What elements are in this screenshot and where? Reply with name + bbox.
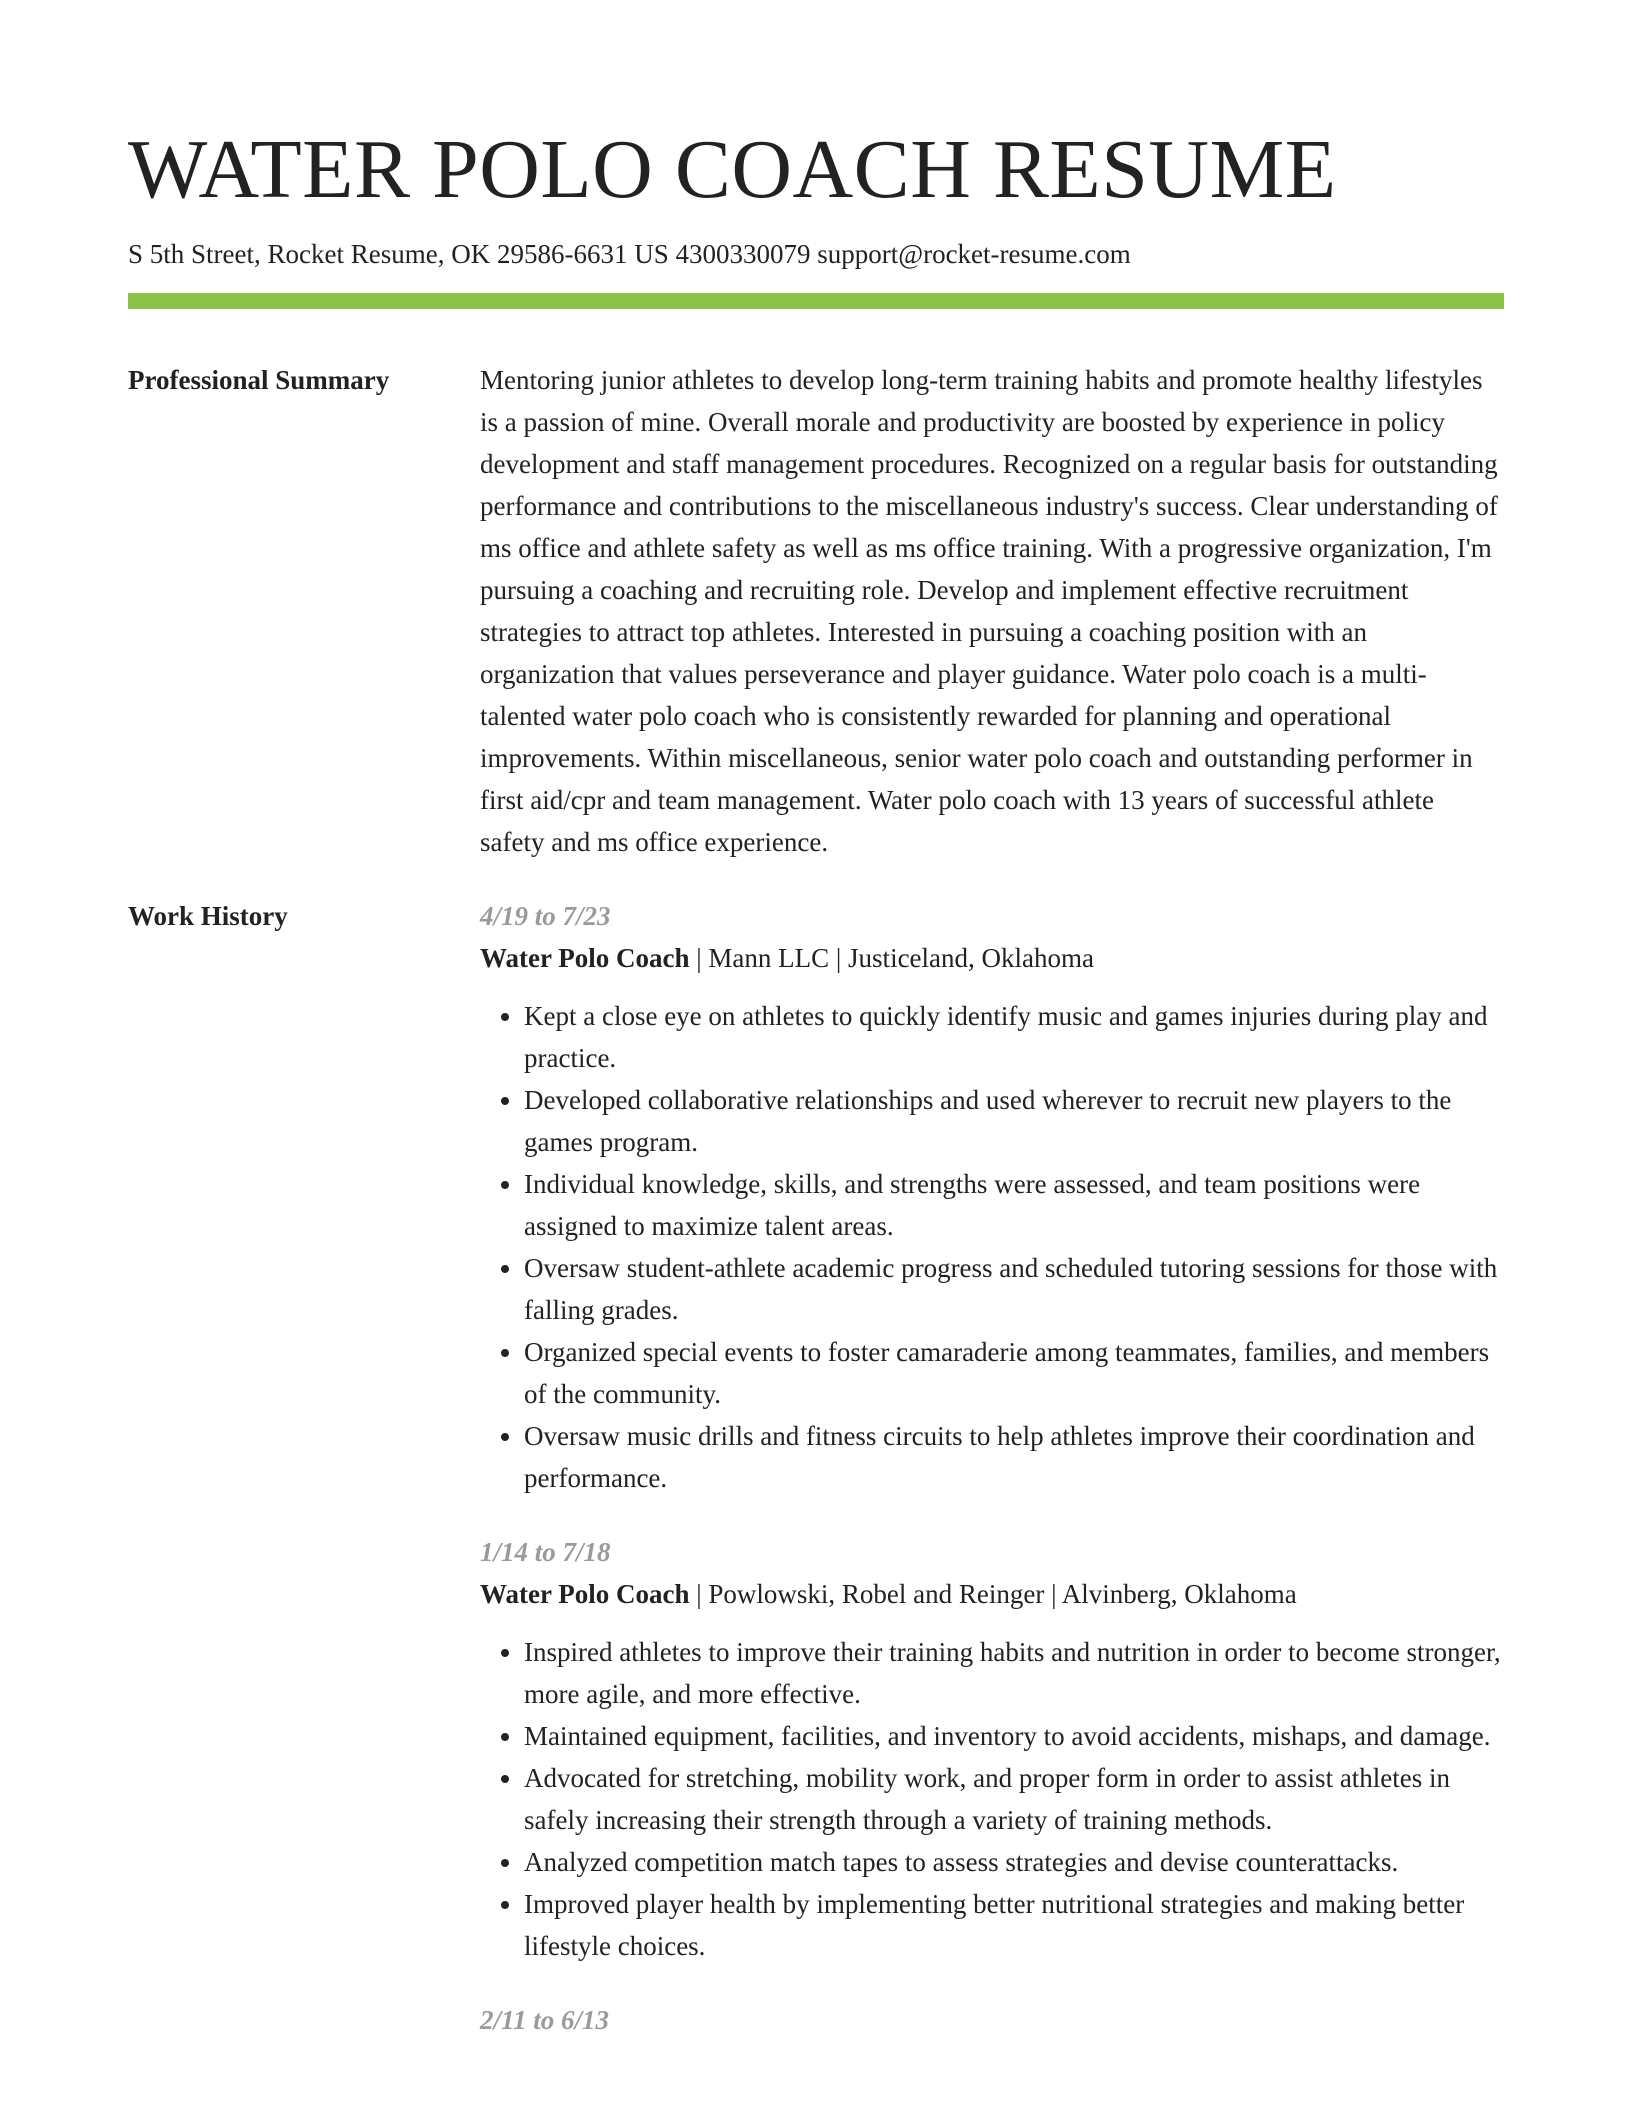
job-separator: |: [689, 943, 709, 973]
contact-address: S 5th Street, Rocket Resume, OK 29586-6631 US: [128, 239, 669, 269]
job-separator: |: [1044, 1579, 1062, 1609]
job-bullet: • Individual knowledge, skills, and strengths were assessed, and team positions were assigned to maximize talent areas.: [524, 1163, 1504, 1247]
job-dates: 2/11 to 6/13: [480, 2005, 610, 2035]
summary-text: Mentoring junior athletes to develop long-term training habits and promote healthy lifestyles is a passion of mine. Overall morale and productivity are boosted by experience in policy development and staff management procedures. Recognized on a regular basis for outstanding performance and contributions to the miscellaneous industry's success. Clear understanding of ms office and athlete safety as well as ms office training. With a progressive organization, I'm pursuing a coaching and recruiting role. Develop and implement effective recruitment strategies to attract top athletes. Interested in pursuing a coaching position with an organization that values perseverance and player guidance. Water polo coach is a multi-talented water polo coach who is consistently rewarded for planning and operational improvements. Within miscellaneous, senior water polo coach and outstanding performer in first aid/cpr and team management. Water polo coach with 13 years of successful athlete safety and ms office experience.: [480, 365, 1498, 857]
job-entry: [480, 895, 1504, 1499]
job-bullet: • Kept a close eye on athletes to quickly identify music and games injuries during play and practice.: [524, 995, 1504, 1079]
work-history-body: [480, 895, 1504, 2073]
header-divider: [128, 293, 1504, 309]
contact-phone: 4300330079: [675, 239, 811, 269]
job-bullet: • Maintained equipment, facilities, and inventory to avoid accidents, mishaps, and damage.: [524, 1715, 1504, 1757]
job-separator: |: [829, 943, 849, 973]
resume-page: [128, 0, 1504, 2073]
summary-body: [480, 359, 1504, 863]
section-label-professional-summary: Professional Summary: [128, 365, 390, 395]
job-bullet: • Organized special events to foster camaraderie among teammates, families, and members of the community.: [524, 1331, 1504, 1415]
job-bullet-list: [480, 1631, 1504, 1967]
job-bullet: • Inspired athletes to improve their training habits and nutrition in order to become stronger, more agile, and more effective.: [524, 1631, 1504, 1715]
job-company: Powlowski, Robel and Reinger: [708, 1579, 1045, 1609]
job-dates: 4/19 to 7/23: [480, 901, 611, 931]
section-label-work-history: Work History: [128, 901, 288, 931]
job-company: Mann LLC: [708, 943, 830, 973]
work-history-section: [128, 895, 1504, 2073]
job-separator: |: [689, 1579, 709, 1609]
job-location: Justiceland, Oklahoma: [848, 943, 1094, 973]
job-location: Alvinberg, Oklahoma: [1061, 1579, 1297, 1609]
job-bullet: • Developed collaborative relationships and used wherever to recruit new players to the games program.: [524, 1079, 1504, 1163]
job-entry: [480, 1531, 1504, 1967]
professional-summary-section: [128, 359, 1504, 863]
job-bullet: • Improved player health by implementing better nutritional strategies and making better lifestyle choices.: [524, 1883, 1504, 1967]
job-bullet-list: [480, 995, 1504, 1499]
job-bullet: • Oversaw student-athlete academic progress and scheduled tutoring sessions for those with falling grades.: [524, 1247, 1504, 1331]
job-title: Water Polo Coach: [480, 943, 690, 973]
job-title: Water Polo Coach: [480, 1579, 690, 1609]
job-entry: [480, 1999, 1504, 2041]
job-bullet: • Oversaw music drills and fitness circuits to help athletes improve their coordination and performance.: [524, 1415, 1504, 1499]
resume-title: WATER POLO COACH RESUME: [128, 123, 1337, 216]
contact-line: [128, 236, 1504, 272]
job-bullet: • Analyzed competition match tapes to assess strategies and devise counterattacks.: [524, 1841, 1504, 1883]
job-title-line: [480, 1573, 1504, 1615]
job-title-line: [480, 937, 1504, 979]
contact-email[interactable]: support@rocket-resume.com: [817, 239, 1131, 269]
job-dates: 1/14 to 7/18: [480, 1537, 611, 1567]
job-bullet: • Advocated for stretching, mobility work, and proper form in order to assist athletes in safely increasing their strength through a variety of training methods.: [524, 1757, 1504, 1841]
